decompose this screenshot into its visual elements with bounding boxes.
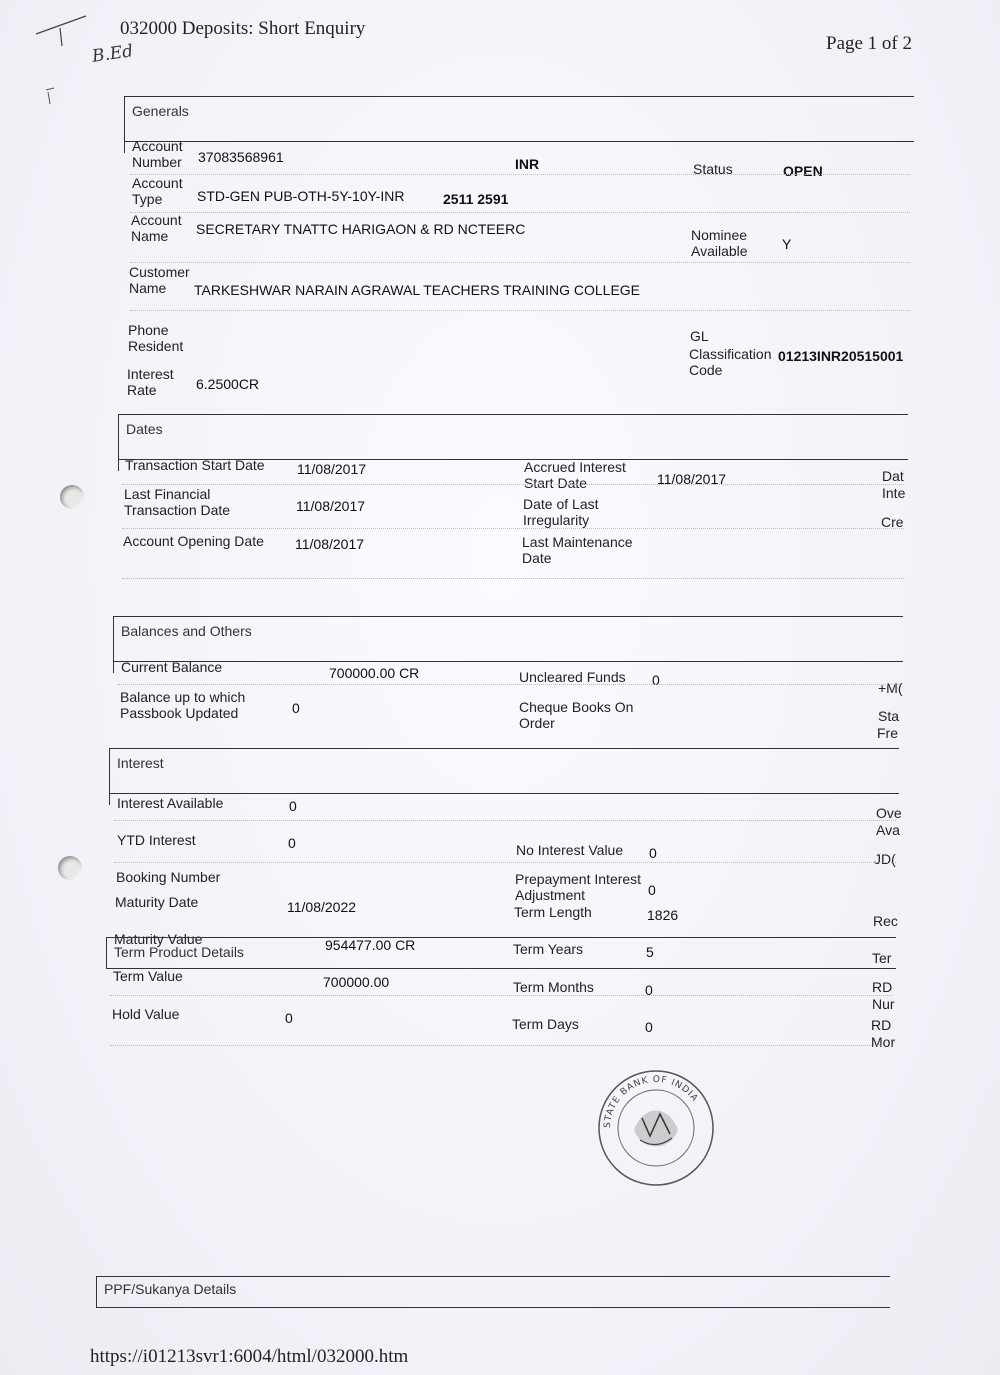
last-fin-label: Last Financial Transaction Date (124, 486, 231, 518)
section-dates (118, 414, 908, 460)
pen-marks (30, 6, 90, 106)
cut-label-ter: Ter (872, 950, 892, 966)
opening-value: 11/08/2017 (295, 536, 365, 552)
gl-code-value: 01213INR20515001 (778, 348, 904, 364)
passbook-label: Balance up to which Passbook Updated (120, 689, 246, 721)
page-title: 032000 Deposits: Short Enquiry (120, 18, 366, 39)
currency-value: INR (515, 156, 540, 172)
cut-label-m: +M( (878, 680, 903, 696)
section-title: Interest (117, 755, 164, 771)
maturity-value-value: 954477.00 CR (325, 937, 416, 953)
footer-url: https://i01213svr1:6004/html/032000.htm (90, 1346, 409, 1367)
cut-label-fre: Fre (877, 725, 898, 741)
last-fin-value: 11/08/2017 (296, 498, 366, 514)
cut-label-rec: Rec (873, 913, 898, 929)
account-type-label: Account Type (132, 175, 183, 207)
term-years-label: Term Years (513, 941, 584, 957)
page-number: Page 1 of 2 (826, 33, 913, 54)
gl-label-2: Classification (689, 346, 772, 362)
cut-label-ava: Ava (876, 822, 900, 838)
interest-available-value: 0 (289, 798, 297, 814)
seal-text: STATE BANK OF INDIA (602, 1074, 700, 1129)
cut-label-inte: Inte (882, 485, 906, 501)
account-name-value: SECRETARY TNATTC HARIGAON & RD NCTEERC (196, 221, 526, 237)
ytd-value: 0 (288, 835, 296, 851)
prepay-value: 0 (648, 882, 656, 898)
section-title: Dates (126, 421, 163, 437)
prepay-label: Prepayment Interest Adjustment (515, 871, 642, 903)
maturity-date-value: 11/08/2022 (287, 899, 357, 915)
nominee-label: Nominee Available (691, 227, 748, 259)
nominee-value: Y (782, 236, 792, 252)
term-value-value: 700000.00 (323, 974, 390, 990)
punch-hole (58, 856, 82, 880)
bank-seal-stamp (596, 1068, 716, 1188)
irregularity-label: Date of Last Irregularity (523, 496, 599, 528)
cut-label-rd: RD (872, 979, 893, 995)
section-balances (113, 616, 903, 662)
cut-label-jdc: JD( (874, 851, 896, 867)
current-balance-label: Current Balance (121, 659, 223, 675)
txn-start-value: 11/08/2017 (297, 461, 367, 477)
gl-label-3: Code (689, 362, 723, 378)
booking-label: Booking Number (116, 869, 221, 885)
uncleared-label: Uncleared Funds (519, 669, 626, 685)
term-length-value: 1826 (647, 907, 679, 923)
cut-label-rd-2: RD (871, 1017, 892, 1033)
term-length-label: Term Length (514, 904, 592, 920)
no-interest-value: 0 (649, 845, 657, 861)
handwritten-note: B.Ed (90, 41, 135, 67)
phone-label: Phone Resident (128, 322, 184, 354)
section-interest (109, 748, 899, 794)
section-title: Term Product Details (114, 944, 244, 960)
cut-label-nur: Nur (872, 996, 895, 1012)
ytd-label: YTD Interest (117, 832, 196, 848)
interest-rate-value: 6.2500CR (196, 376, 260, 392)
section-title: PPF/Sukanya Details (104, 1281, 237, 1297)
current-balance-value: 700000.00 CR (329, 665, 420, 681)
status-value: OPEN (783, 163, 823, 179)
term-days-label: Term Days (512, 1016, 579, 1032)
txn-start-label: Transaction Start Date (125, 457, 265, 473)
interest-available-label: Interest Available (117, 795, 224, 811)
passbook-value: 0 (292, 700, 300, 716)
cut-label-cre: Cre (881, 514, 904, 530)
account-type-value: STD-GEN PUB-OTH-5Y-10Y-INR (197, 188, 405, 204)
account-number-label: Account Number (132, 138, 183, 170)
maintenance-label: Last Maintenance Date (522, 534, 633, 566)
section-ppf (96, 1276, 890, 1308)
cut-label-dat: Dat (882, 468, 904, 484)
term-years-value: 5 (646, 944, 654, 960)
term-months-value: 0 (645, 982, 653, 998)
term-months-label: Term Months (513, 979, 594, 995)
term-days-value: 0 (645, 1019, 653, 1035)
maturity-value-label: Maturity Value (114, 931, 203, 947)
account-name-label: Account Name (131, 212, 182, 244)
cut-label-ove: Ove (876, 805, 902, 821)
section-title: Generals (132, 103, 189, 119)
opening-label: Account Opening Date (123, 533, 264, 549)
account-number-value: 37083568961 (198, 149, 284, 165)
cut-label-mor: Mor (871, 1034, 896, 1050)
section-term-product (106, 937, 896, 969)
customer-name-label: Customer Name (129, 264, 190, 296)
status-label: Status (693, 161, 733, 177)
cheque-label: Cheque Books On Order (519, 699, 634, 731)
type-codes-value: 2511 2591 (443, 191, 509, 207)
section-title: Balances and Others (121, 623, 252, 639)
hold-value-value: 0 (285, 1010, 293, 1026)
accrued-value: 11/08/2017 (657, 471, 727, 487)
accrued-label: Accrued Interest Start Date (524, 459, 626, 491)
cut-label-sta: Sta (878, 708, 900, 724)
customer-name-value: TARKESHWAR NARAIN AGRAWAL TEACHERS TRAINING COLLEGE (194, 282, 641, 298)
gl-label-1: GL (690, 328, 709, 344)
punch-hole (60, 485, 84, 509)
interest-rate-label: Interest Rate (127, 366, 174, 398)
uncleared-value: 0 (652, 672, 660, 688)
hold-value-label: Hold Value (112, 1006, 180, 1022)
section-generals (124, 96, 914, 142)
term-value-label: Term Value (113, 968, 183, 984)
maturity-date-label: Maturity Date (115, 894, 199, 910)
no-interest-label: No Interest Value (516, 842, 624, 858)
